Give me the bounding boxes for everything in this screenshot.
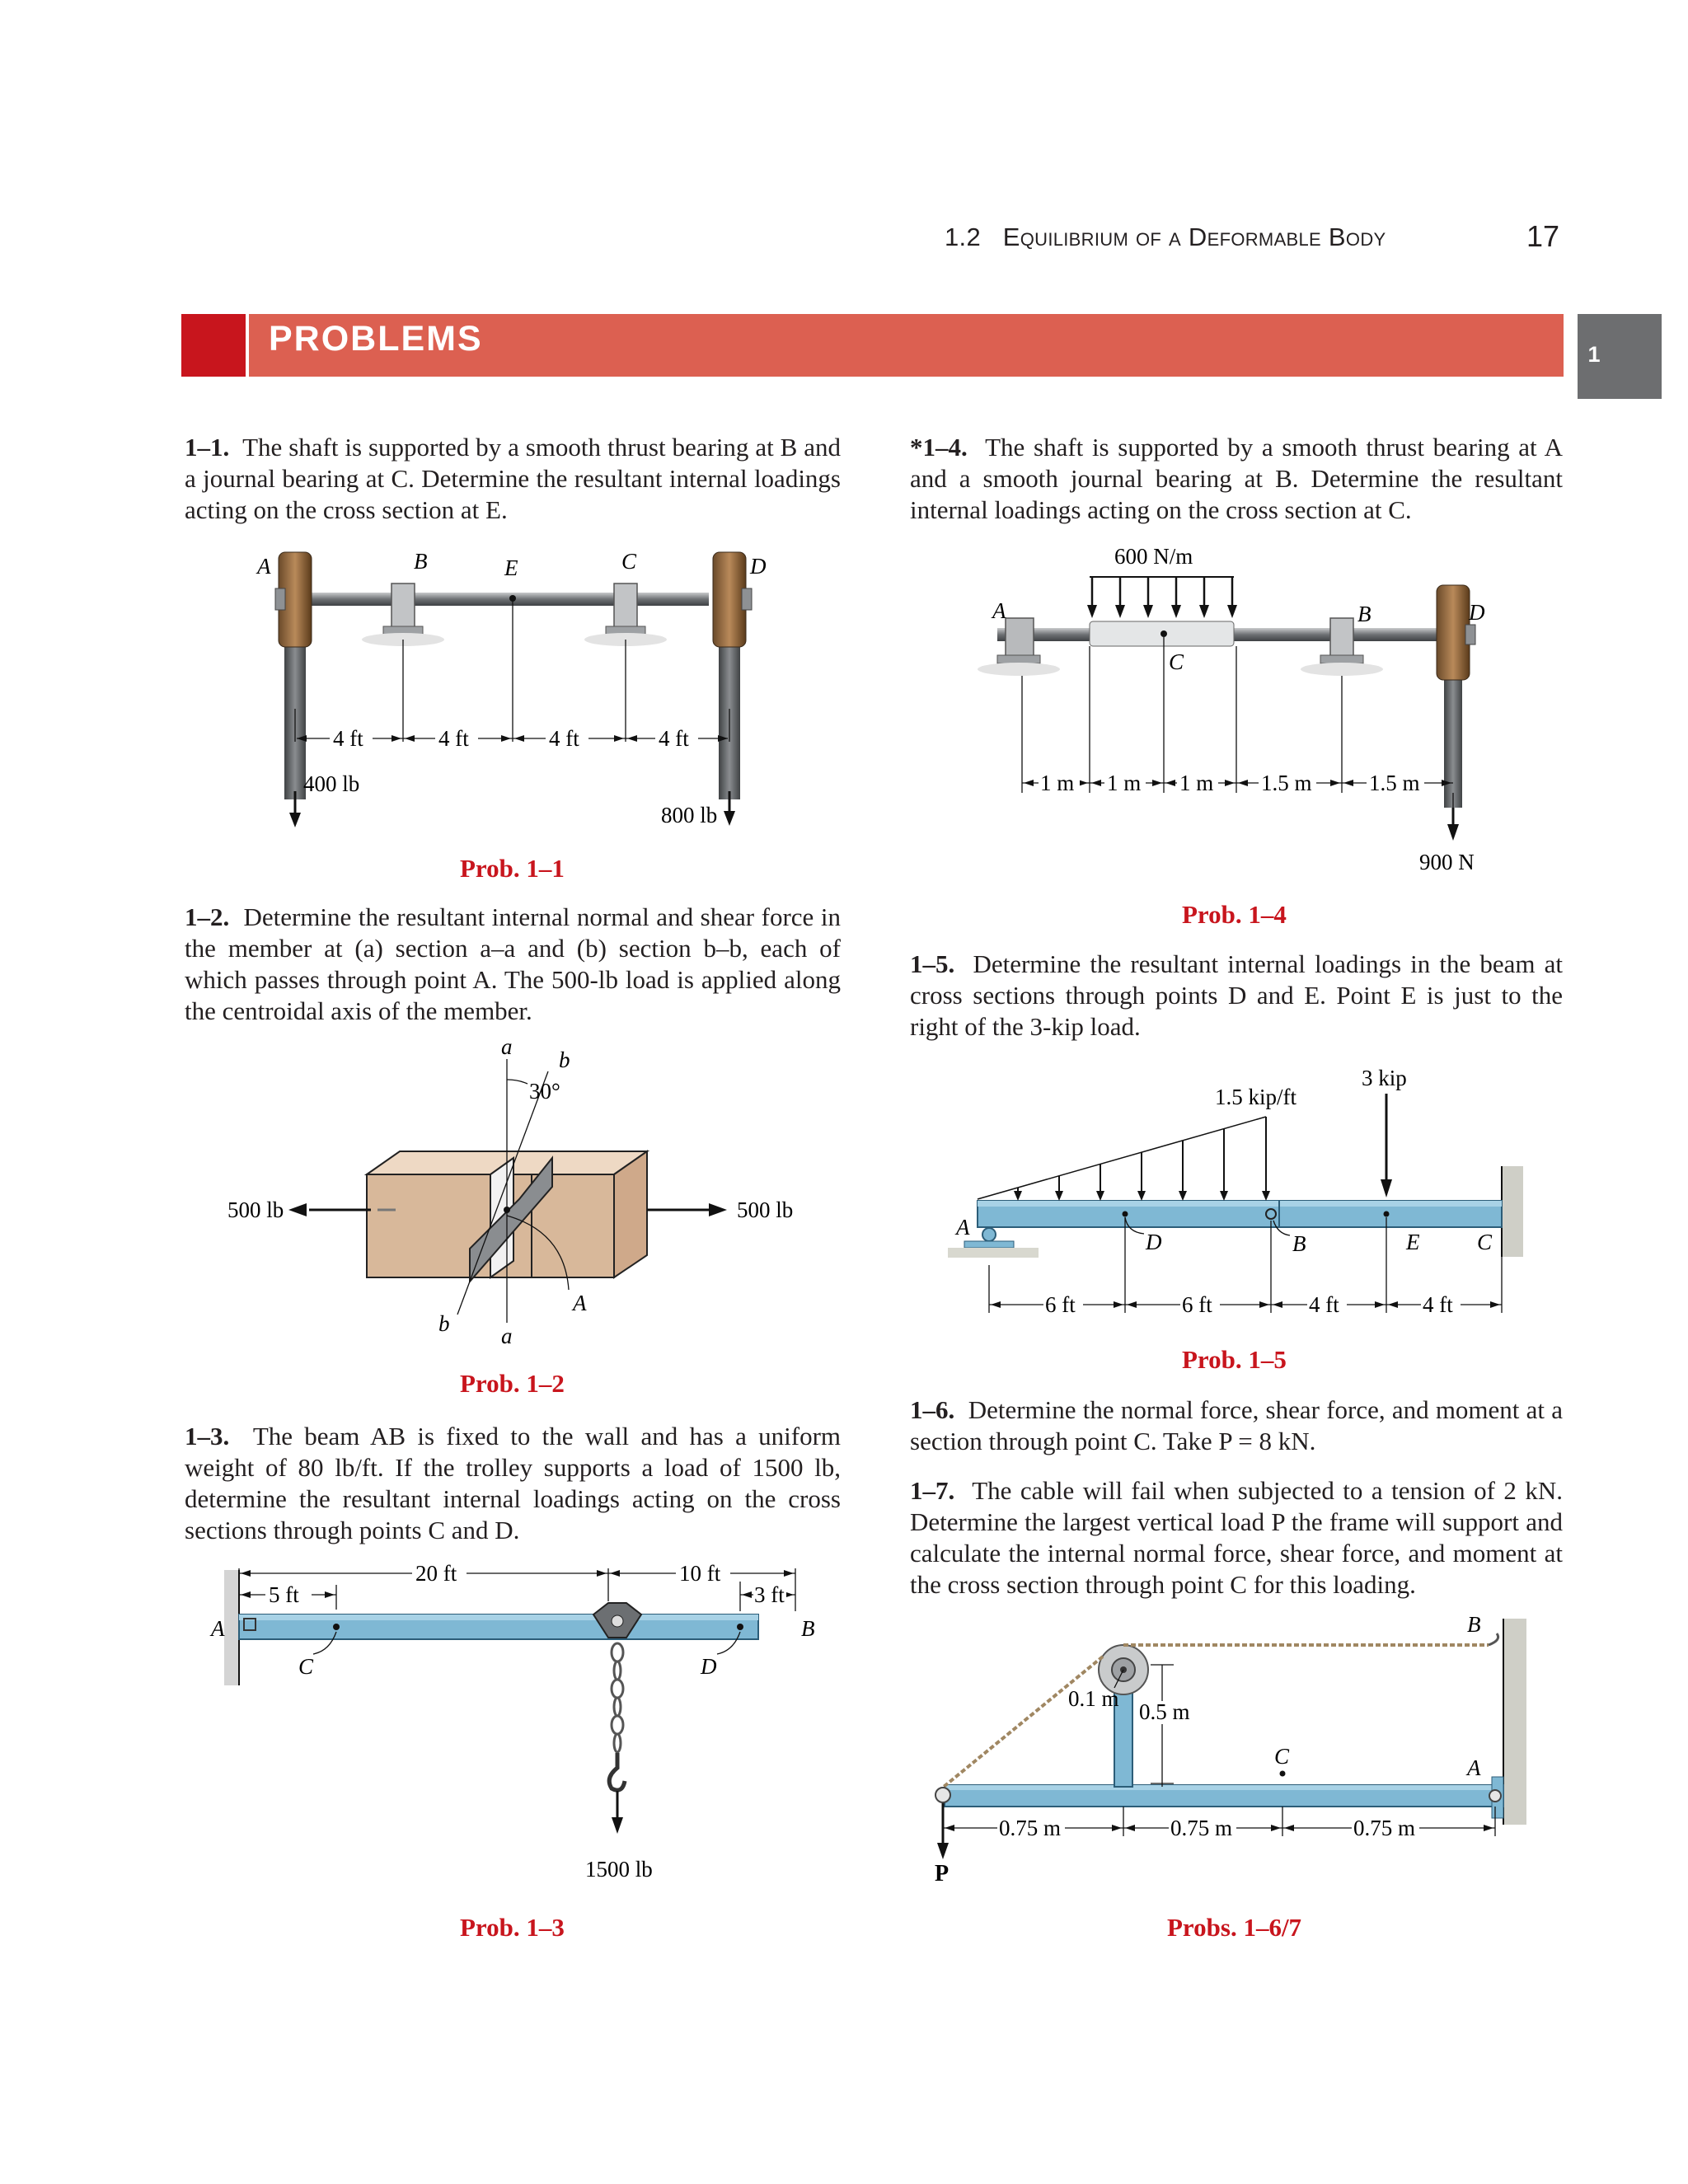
hook	[609, 1753, 625, 1790]
label-A: A	[257, 554, 271, 579]
page-number: 17	[1526, 219, 1560, 253]
section-title: Equilibrium of a Deformable Body	[1002, 223, 1386, 251]
point-E	[1384, 1212, 1390, 1217]
problem-number: 1–3.	[185, 1422, 230, 1451]
point-load-label: 3 kip	[1362, 1066, 1407, 1090]
shaft	[997, 628, 1475, 641]
label-B: B	[1357, 602, 1372, 626]
label-a-bottom: a	[501, 1324, 513, 1348]
caption-1-1: Prob. 1–1	[460, 854, 565, 883]
dim-3: 1 m	[1179, 771, 1214, 795]
point-C	[1280, 1771, 1286, 1777]
dist-load-label: 600 N/m	[1114, 544, 1193, 569]
height-label: 0.5 m	[1139, 1699, 1190, 1724]
dim-2: 0.75 m	[1170, 1816, 1233, 1840]
load-label: 900 N	[1419, 850, 1475, 874]
problem-1-6	[910, 1394, 1563, 1457]
shaft	[280, 593, 709, 606]
dim-4: 4 ft	[659, 726, 689, 751]
label-b-top: b	[559, 1047, 570, 1072]
label-D: D	[1146, 1230, 1162, 1254]
point-load-arrow	[1381, 1094, 1392, 1197]
caption-1-5: Prob. 1–5	[1182, 1345, 1287, 1374]
problem-number: 1–2.	[185, 902, 230, 931]
section-number: 1.2	[945, 223, 981, 251]
label-A: A	[992, 598, 1006, 623]
pin-A	[1489, 1790, 1501, 1802]
figure-1-2	[223, 1034, 799, 1356]
label-P: P	[935, 1861, 950, 1886]
dim-1: 0.75 m	[999, 1816, 1062, 1840]
load-right-label: 800 lb	[661, 803, 718, 827]
dim-2: 4 ft	[438, 726, 469, 751]
bearing-A	[978, 618, 1060, 676]
label-B: B	[1467, 1612, 1481, 1637]
problem-text: Determine the resultant internal loadings in the beam at cross sections through points D and E. Point E is just to the right of the 3-kip load.	[910, 949, 1563, 1041]
force-arrow-right	[647, 1203, 727, 1216]
label-D: D	[750, 554, 767, 579]
label-A: A	[1467, 1755, 1481, 1780]
figure-1-4	[973, 536, 1533, 874]
label-C: C	[1274, 1744, 1290, 1769]
caption-1-2: Prob. 1–2	[460, 1369, 565, 1398]
problem-1-5	[910, 949, 1563, 1043]
label-B: B	[801, 1616, 815, 1641]
caption-1-6-7: Probs. 1–6/7	[1167, 1913, 1302, 1942]
triangular-load	[978, 1117, 1270, 1201]
dim-1: 4 ft	[333, 726, 363, 751]
dim-4: 4 ft	[1423, 1292, 1453, 1317]
extension-lines	[295, 602, 729, 742]
dim-3: 4 ft	[1309, 1292, 1339, 1317]
figure-1-1	[239, 544, 783, 841]
caption-1-4: Prob. 1–4	[1182, 900, 1287, 929]
problem-number: 1–5.	[910, 949, 955, 978]
dim-2: 6 ft	[1182, 1292, 1212, 1317]
distributed-load	[1087, 577, 1237, 618]
label-C: C	[1477, 1230, 1493, 1254]
problem-1-4	[910, 432, 1563, 526]
wall-right	[1503, 1619, 1526, 1825]
dim-4: 1.5 m	[1261, 771, 1312, 795]
problem-1-2	[185, 902, 841, 1027]
problem-number: *1–4.	[910, 433, 968, 462]
radius-label: 0.1 m	[1068, 1686, 1119, 1711]
wall-left	[224, 1570, 239, 1685]
point-D	[1123, 1212, 1128, 1217]
dim-3ft: 3 ft	[754, 1582, 785, 1607]
load-right-label: 500 lb	[737, 1197, 794, 1222]
label-D: D	[701, 1654, 717, 1679]
problem-1-1	[185, 432, 841, 526]
label-b-bottom: b	[438, 1311, 450, 1336]
pulley-A	[275, 552, 312, 799]
load-left-label: 400 lb	[303, 771, 360, 796]
problem-1-7	[910, 1475, 1563, 1601]
dim-2: 1 m	[1107, 771, 1142, 795]
wall-right	[1502, 1166, 1523, 1257]
figure-1-5	[940, 1059, 1533, 1335]
label-C: C	[1169, 649, 1184, 674]
load-arrow	[1447, 808, 1459, 841]
dim-5: 1.5 m	[1369, 771, 1420, 795]
figure-1-6-7	[923, 1612, 1550, 1887]
point-C	[333, 1624, 340, 1630]
problem-text: The shaft is supported by a smooth thrust bearing at A and a smooth journal bearing at B. Determine the resultant internal loadings acting on the cross section at C.	[910, 433, 1564, 524]
load-arrow-P	[937, 1803, 949, 1859]
problem-text: The cable will fail when subjected to a tension of 2 kN. Determine the largest vertical load P the frame will support and calculate the internal normal force, shear force, and moment at the cross section through point C for this loading.	[910, 1476, 1564, 1599]
label-a-top: a	[501, 1034, 513, 1059]
load-left-label: 500 lb	[227, 1197, 284, 1222]
label-B: B	[414, 549, 428, 574]
cable-diagonal	[940, 1657, 1103, 1790]
pulley-D	[713, 552, 752, 799]
label-A: A	[573, 1291, 587, 1315]
point-D	[737, 1624, 743, 1630]
label-E: E	[1406, 1230, 1420, 1254]
problem-number: 1–1.	[185, 433, 230, 462]
label-C: C	[298, 1654, 314, 1679]
load-arrow	[612, 1791, 623, 1834]
bearing-B	[1301, 618, 1383, 676]
dim-3: 4 ft	[549, 726, 579, 751]
caption-1-3: Prob. 1–3	[460, 1913, 565, 1942]
running-header	[945, 223, 1386, 252]
problem-number: 1–6.	[910, 1395, 955, 1424]
chain	[612, 1643, 623, 1752]
problem-text: Determine the normal force, shear force, and moment at a section through point C. Take P = 8 kN.	[910, 1395, 1564, 1455]
label-C: C	[621, 549, 637, 574]
dim-20ft: 20 ft	[415, 1561, 457, 1586]
dim-3: 0.75 m	[1353, 1816, 1416, 1840]
label-B: B	[1292, 1231, 1306, 1256]
dim-10ft: 10 ft	[679, 1561, 721, 1586]
block-side	[614, 1151, 647, 1277]
problem-text: Determine the resultant internal normal and shear force in the member at (a) section a–a and (b) section b–b, each of which passes through point A. The 500-lb load is applied along the centroidal axis of the member.	[185, 902, 842, 1025]
roller-A	[982, 1228, 996, 1241]
hook-B	[1489, 1633, 1498, 1645]
problem-1-3	[185, 1421, 841, 1546]
figure-1-3	[206, 1562, 832, 1891]
force-arrow-left	[288, 1203, 371, 1216]
point-C	[1160, 630, 1167, 637]
angle-arc	[507, 1080, 528, 1084]
dim-1: 1 m	[1040, 771, 1075, 795]
chapter-tab-number: 1	[1587, 342, 1601, 367]
load-label: 1500 lb	[585, 1857, 653, 1882]
label-A: A	[211, 1616, 225, 1641]
problem-text: The beam AB is fixed to the wall and has a uniform weight of 80 lb/ft. If the trolley supports a load of 1500 lb, determine the resultant internal loadings acting on the cross sections through points C and D.	[185, 1422, 842, 1544]
label-D: D	[1469, 600, 1485, 625]
angle-label: 30°	[529, 1079, 560, 1104]
problem-number: 1–7.	[910, 1476, 955, 1505]
label-E: E	[504, 555, 518, 580]
dim-5ft: 5 ft	[269, 1582, 299, 1607]
label-A: A	[956, 1215, 970, 1240]
dim-1: 6 ft	[1045, 1292, 1076, 1317]
dist-load-label: 1.5 kip/ft	[1215, 1085, 1296, 1109]
banner-accent	[181, 314, 246, 377]
point-E	[509, 595, 516, 602]
banner-title: PROBLEMS	[269, 319, 483, 359]
problem-text: The shaft is supported by a smooth thrust bearing at B and a journal bearing at C. Determine the resultant internal loadings acting on the cross section at E.	[185, 433, 841, 524]
